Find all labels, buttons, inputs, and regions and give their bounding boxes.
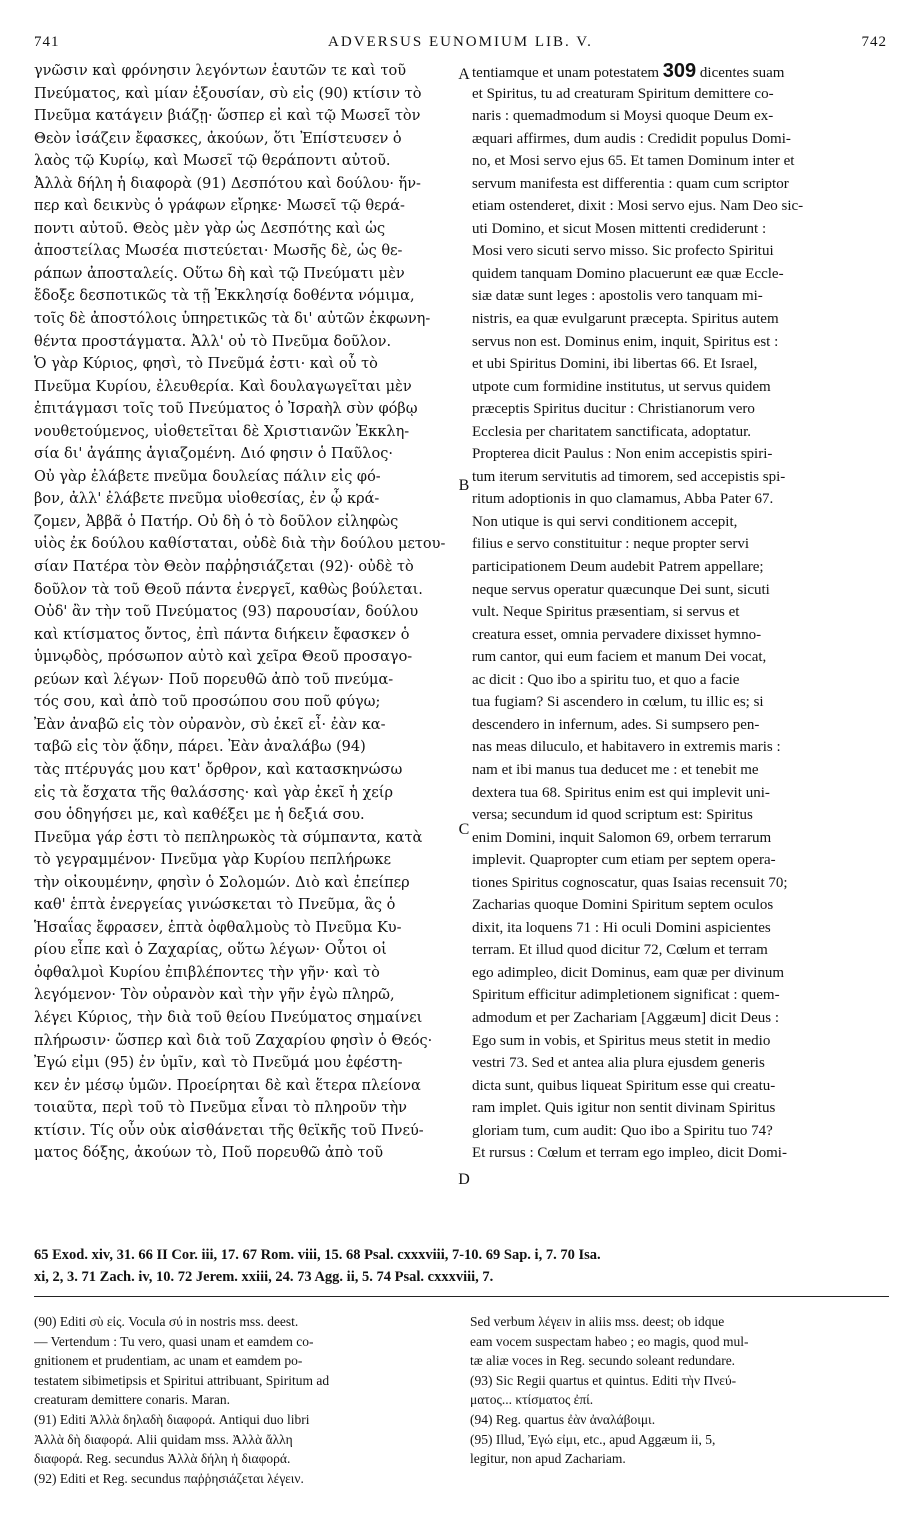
latin-line: neque servus operatur quæcunque Dei sunt, sicuti [472,581,770,598]
latin-line: æquari affirmes, dum audis : Credidit populus Domi- [472,130,791,147]
latin-line: quidem tanquam Domino placuerunt eæ quæ Eccle- [472,265,784,282]
greek-line: ζομεν, Ἀββᾶ ὁ Πατήρ. Οὐ δὴ ὁ τὸ δοῦλον εἰληφὼς [34,513,399,530]
latin-line: filius e servo constituitur : neque propter servi [472,536,750,553]
greek-line: σία δι' ἀγάπης ἁγιαζομένη. Διό φησιν ὁ Παῦλος· [34,446,393,463]
greek-line: γνῶσιν καὶ φρόνησιν λεγόντων ἑαυτῶν τε καὶ τοῦ [34,63,407,79]
latin-line: Spiritum efficitur adimpletionem significat : quem- [472,987,780,1004]
greek-line: κτίσιν. Τίς οὖν οὐκ αἰσθάνεται τῆς θεϊκῆς τοῦ Πνεύ- [34,1122,424,1139]
greek-line: νουθετούμενος, υἱοθετεῖται δὲ Χριστιανῶν Ἐκκλη- [34,423,410,440]
latin-line: creatura esset, omnia pervadere dixisset hymno- [472,626,762,643]
scripture-reference-line: xi, 2, 3. 71 Zach. iv, 10. 72 Jerem. xxiii, 24. 73 Agg. ii, 5. 74 Psal. cxxxviii, 7. [34,1269,494,1285]
latin-line: Ego sum in vobis, et Spiritus meus stetit in medio [472,1032,771,1049]
latin-line: dicta sunt, quibus liqueat Spiritum esse qui creatu- [472,1077,776,1094]
latin-line: etiam ostenderet, dixit : Mosi servo ejus. Nam Deo sic- [472,198,804,215]
footnote-line: (93) Sic Regii quartus et quintus. Editi τὴν Πνεύ- [470,1372,737,1388]
footnote-line: (95) Illud, Ἐγώ εἰμι, etc., apud Aggæum ii, 5, [470,1431,716,1447]
greek-line: Ὁ γὰρ Κύριος, φησὶ, τὸ Πνεῦμά ἐστι· καὶ οὗ τὸ [34,356,378,373]
footnote-line: διαφορά. Reg. secundus Ἀλλὰ δήλη ἡ διαφορά. [34,1451,291,1467]
footnote-line: (94) Reg. quartus ἐὰν ἀναλάβοιμι. [470,1411,656,1427]
latin-line: Propterea dicit Paulus : Non enim accepistis spiri- [472,446,773,463]
latin-line: vult. Neque Spiritus præsentiam, si servus et [472,604,740,621]
greek-line: δοῦλον τὰ τοῦ Θεοῦ πάντα ἐνεργεῖ, καθὼς βούλεται. [34,581,423,598]
latin-line: versa; secundum id quod scriptum est: Spiritus [472,807,753,824]
greek-line: σίαν Πατέρα τὸν Θεὸν παῤῥησιάζεται (92)· οὐδὲ τὸ [34,559,414,576]
greek-line: τὴν οἰκουμένην, φησὶν ὁ Σολομών. Διὸ καὶ ἐπείπερ [34,874,410,891]
greek-text-column [34,60,456,1165]
greek-line: Οὐ γὰρ ἐλάβετε πνεῦμα δουλείας πάλιν εἰς φό- [34,468,381,485]
scripture-references [34,1244,889,1288]
greek-line: Πνεύματος, καὶ μίαν ἐξουσίαν, σὺ εἰς (90) κτίσιν τὸ [34,85,422,102]
latin-line: servus non est. Dominus enim, inquit, Spiritus est : [472,333,779,350]
footnote-line: gnitionem et prudentiam, ac unam et eamdem po- [34,1353,303,1369]
greek-line: καὶ κτίσματος ὄντος, ἐπὶ πάντα διήκειν ἔφασκεν ὁ [34,626,410,643]
footnote-line: Ἀλλὰ δὴ διαφορά. Alii quidam mss. Ἀλλὰ ἄλλη [34,1431,293,1447]
latin-line: tua fugiam? Si ascendero in cœlum, tu illic es; si [472,694,764,711]
latin-line: uti Domino, et sicut Mosen mittenti crediderunt : [472,220,767,237]
latin-line: Et rursus : Cœlum et terram ego impleo, dicit Domi- [472,1145,787,1162]
footnote-line: creaturam demittere conaris. Maran. [34,1392,231,1408]
latin-line: Mosi vero sicuti servo misso. Sic profecto Spiritui [472,243,774,260]
greek-line: τοιαῦτα, περὶ τοῦ τὸ Πνεῦμα εἶναι τὸ πληροῦν τὴν [34,1100,407,1117]
latin-line: et Spiritus, tu ad creaturam Spiritum demittere co- [472,85,774,102]
page-header [0,0,921,56]
latin-line: ritum adoptionis in quo clamamus, Abba Pater 67. [472,491,774,508]
greek-line: Θεὸν ἰσάζειν ἔφασκες, ἀκούων, ὅτι Ἐπίστευσεν ὁ [34,130,402,147]
greek-line: εἰς τὰ ἔσχατα τῆς θαλάσσης· καὶ γὰρ ἐκεῖ ἡ χείρ [34,784,393,801]
footnote-line: Sed verbum λέγειν in aliis mss. deest; ob idque [470,1314,725,1329]
footnote-line: eam vocem suspectam habeo ; eo magis, quod mul- [470,1333,749,1349]
margin-letter: C [458,821,470,838]
greek-line: λεγόμενον· Τὸν οὐρανὸν καὶ τὴν γῆν ἐγὼ πληρῶ, [34,987,395,1004]
footnote-line: (90) Editi σὺ εἰς. Vocula σύ in nostris mss. deest. [34,1314,299,1329]
greek-line: τὰς πτέρυγάς μου κατ' ὄρθρον, καὶ κατασκηνώσω [34,761,403,778]
latin-line: præceptis Spiritus ducitur : Christianorum vero [472,401,755,418]
latin-line: et ubi Spiritus Domini, ibi libertas 66. Et Israel, [472,356,758,373]
footnotes-left-column [34,1312,444,1488]
greek-line: Οὐδ' ἂν τὴν τοῦ Πνεύματος (93) παρουσίαν, δούλου [34,604,419,621]
latin-line: terram. Et illud quod dicitur 72, Cœlum et terram [472,942,768,959]
latin-line [472,60,889,83]
footnote-line: legitur, non apud Zachariam. [470,1451,626,1467]
greek-line: ἔδοξε δεσποτικῶς τὰ τῇ Ἐκκλησίᾳ δοθέντα νόμιμα, [34,288,415,305]
footnote-line: ματος... κτίσματος ἐπί. [470,1392,594,1408]
greek-line: τὸ γεγραμμένον· Πνεῦμα γὰρ Κυρίου πεπλήρωκε [34,852,392,869]
latin-line: gloriam tum, cum audit: Quo ibo a Spiritu tuo 74? [472,1122,773,1139]
footnote-line: tæ aliæ voces in Reg. secundo soleant redundare. [470,1353,736,1369]
footnote-line: testatem sibimetipsis et Spiritui attribuant, Spiritum ad [34,1372,330,1388]
greek-line: λαὸς τῷ Κυρίῳ, καὶ Μωσεῖ τῷ θεράποντι αὐτοῦ. [34,153,391,170]
latin-line: participationem Deum audebit Patrem appellare; [472,559,764,576]
greek-line: ἀποστείλας Μωσέα πιστεύεται· Μωσῆς δὲ, ὡς θε- [34,243,403,260]
latin-line: naris : quemadmodum si Moysi quoque Deum ex- [472,108,774,125]
latin-line: tum iterum servitutis ad timorem, sed accepistis spi- [472,468,786,485]
running-title: ADVERSUS EUNOMIUM LIB. V. [328,34,593,50]
footnote-line: — Vertendum : Tu vero, quasi unam et eamdem co- [34,1333,314,1349]
footnotes-right-column [470,1312,890,1469]
margin-letter: D [458,1171,470,1188]
page-number-left: 741 [34,34,60,50]
latin-line: nistris, ea quæ evulgarunt præcepta. Spiritus autem [472,311,779,328]
greek-line: ματος δόξης, ἀκούων τὸ, Ποῦ πορευθῶ ἀπὸ τοῦ [34,1145,384,1162]
latin-line: dixit, ita loquens 71 : Hi oculi Domini aspicientes [472,919,771,936]
greek-line: Ἀλλὰ δήλη ἡ διαφορὰ (91) Δεσπότου καὶ δούλου· ἥν- [34,175,421,192]
greek-line: θέντα προστάγματα. Ἀλλ' οὐ τὸ Πνεῦμα δοῦλον. [34,333,392,350]
greek-line: ἐπιτάγμασι τοῖς τοῦ Πνεύματος ὁ Ἰσραὴλ σὺν φόβῳ [34,401,418,418]
scripture-reference-line: 65 Exod. xiv, 31. 66 II Cor. iii, 17. 67 Rom. viii, 15. 68 Psal. cxxxviii, 7-10. 69 Sap. i, 7. 70 Isa. [34,1247,601,1263]
greek-line: ρεύων καὶ λέγων· Ποῦ πορευθῶ ἀπὸ τοῦ πνεύμα- [34,671,394,688]
latin-line: no, et Mosi servo ejus 65. Et tamen Dominum inter et [472,153,795,170]
latin-line: Zacharias quoque Domini Spiritum septem oculos [472,897,774,914]
latin-line: servum manifesta est differentia : quam cum scriptor [472,175,789,192]
greek-line: Ἐγώ εἰμι (95) ἐν ὑμῖν, καὶ τὸ Πνεῦμά μου ἐφέστη- [34,1055,403,1072]
greek-line: Ἡσαΐας ἔφρασεν, ἑπτὰ ὀφθαλμοὺς τὸ Πνεῦμα Κυ- [34,919,402,936]
latin-line: ram implet. Quis igitur non sentit divinam Spiritus [472,1100,776,1117]
greek-line: σου ὁδηγήσει με, καὶ καθέξει με ἡ δεξιά σου. [34,807,365,824]
greek-line: ὑμνῳδὸς, πρόσωπον αὐτὸ καὶ χεῖρα Θεοῦ προσαγο- [34,649,413,666]
latin-line: Ecclesia per charitatem sanctificata, adoptatur. [472,423,752,440]
greek-line: Πνεῦμα κατάγειν βιάζῃ· ὥσπερ εἰ καὶ τῷ Μωσεῖ τὸν [34,108,421,125]
latin-line: nam et ibi manus tua deducet me : et tenebit me [472,761,759,778]
latin-line: descendero in infernum, ades. Si sumpsero pen- [472,716,760,733]
latin-line: ac dicit : Quo ibo a spiritu tuo, et quo a facie [472,671,740,688]
greek-line: ὀφθαλμοὶ Κυρίου ἐπιβλέποντες τὴν γῆν· καὶ τὸ [34,964,380,981]
latin-line: utpote cum formidine institutus, ut servus quidem [472,378,771,395]
greek-line: κεν ἐν μέσῳ ὑμῶν. Προείρηται δὲ καὶ ἕτερα πλείονα [34,1077,421,1094]
greek-line: καθ' ἑπτὰ ἐνεργείας γινώσκεται τὸ Πνεῦμα, ἃς ὁ [34,897,396,914]
greek-line: τοῖς δὲ ἀποστόλοις ὑπηρετικῶς τὰ δι' αὐτῶν ἐκφωνη- [34,311,431,328]
greek-line: λέγει Κύριος, τὴν διὰ τοῦ θείου Πνεύματος σημαίνει [34,1009,423,1026]
greek-line: ταβῶ εἰς τὸν ᾅδην, πάρει. Ἐὰν ἀναλάβω (94) [34,739,366,756]
latin-line: vestri 73. Sed et antea alia plura ejusdem generis [472,1055,765,1072]
footnote-divider [34,1296,889,1297]
greek-line: Πνεῦμα γάρ ἐστι τὸ πεπληρωκὸς τὰ σύμπαντα, κατὰ [34,829,423,846]
footnote-line: (92) Editi et Reg. secundus παῤῥησιάζεται λέγειν. [34,1470,304,1486]
latin-line-start: tentiamque et unam potestatem [472,65,660,81]
greek-line: υἱὸς ἐκ δούλου καθίσταται, οὐδὲ διὰ τὴν δούλου μετου- [34,536,446,553]
greek-line: ποντι αὐτοῦ. Θεὸς μὲν γὰρ ὡς Δεσπότης καὶ ὡς [34,220,386,237]
latin-line-end: dicentes suam [699,65,785,81]
margin-letter: A [458,66,470,83]
footnote-line: (91) Editi Ἀλλὰ δηλαδὴ διαφορά. Antiqui duo libri [34,1411,310,1427]
greek-line: ράπων ἀποσταλείς. Οὕτω δὴ καὶ τῷ Πνεύματι μὲν [34,265,405,282]
greek-line: Πνεῦμα Κυρίου, ἐλευθερία. Καὶ δουλαγωγεῖται μὲν [34,378,412,395]
greek-line: Ἐὰν ἀναβῶ εἰς τὸν οὐρανὸν, σὺ ἐκεῖ εἶ· ἐὰν κα- [34,716,386,733]
greek-line: βον, ἀλλ' ἐλάβετε πνεῦμα υἱοθεσίας, ἐν ᾧ κρά- [34,491,380,508]
latin-line: tiones Spiritus cognoscatur, quas Isaias recensuit 70; [472,874,788,891]
latin-line: implevit. Quapropter cum etiam per septem opera- [472,852,776,869]
latin-line: dextera tua 68. Spiritus enim est qui implevit uni- [472,784,770,801]
latin-line: ego adimpleo, dicit Dominus, eam quæ per divinum [472,964,785,981]
margin-letter: B [458,477,470,494]
latin-line: admodum et per Zachariam [Aggæum] dicit Deus : [472,1009,779,1026]
column-number: 309 [662,60,697,82]
latin-line: enim Domini, inquit Salomon 69, orbem terrarum [472,829,772,846]
latin-line: rum cantor, qui eum faciem et manum Dei vocat, [472,649,767,666]
greek-line: πλήρωσιν· ὥσπερ καὶ διὰ τοῦ Ζαχαρίου φησὶν ὁ Θεός· [34,1032,433,1049]
latin-line: nas meas diluculo, et habitavero in extremis maris : [472,739,781,756]
latin-line: siæ datæ sunt leges : apostolis vero tanquam mi- [472,288,763,305]
page-number-right: 742 [861,34,887,50]
latin-text-column [472,60,889,1165]
greek-line: περ καὶ δεικνὺς ὁ γράφων εἴρηκε· Μωσεῖ τῷ θερά- [34,198,405,215]
greek-line: τός σου, καὶ ἀπὸ τοῦ προσώπου σου ποῦ φύγω; [34,694,381,711]
latin-line: Non utique is qui servi conditionem accepit, [472,513,738,530]
greek-line: ρίου εἶπε καὶ ὁ Ζαχαρίας, οὕτω λέγων· Οὗτοι οἱ [34,942,387,959]
